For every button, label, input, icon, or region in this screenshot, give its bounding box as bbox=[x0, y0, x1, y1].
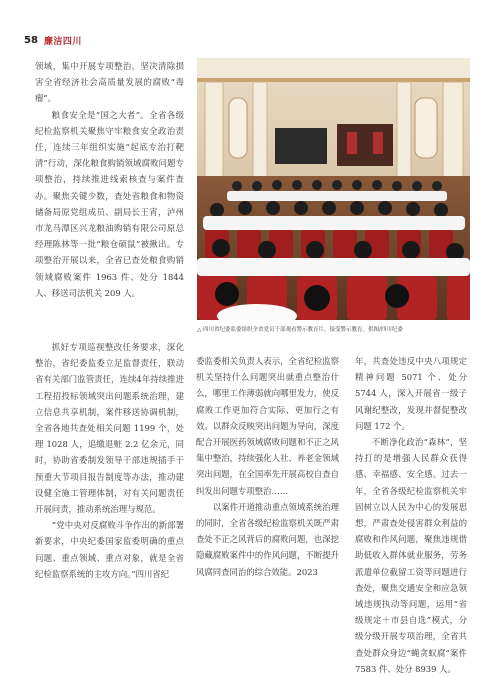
paragraph: 委监委相关负责人表示，全省纪检监察机关坚持什么问题突出就重点整治什么，哪里工作薄弱就向哪里发力，使反腐败工作更加符合实际、更加行之有效。以群众反映突出问题为导向，深度配合开展医药领域腐败问题和不正之风集中整治，持续强化人社、养老金领域突出问题，在全国率先开展高校自查自纠发出问题专项整治…… bbox=[196, 356, 339, 496]
meeting-hall-illustration bbox=[197, 58, 470, 320]
column-3 bbox=[355, 353, 467, 677]
paragraph: “党中央对反腐败斗争作出的新部署新要求，中央纪委国家监委明确的重点问题、重点领域、重点对象，就是全省纪检监察系统的主攻方向。”四川省纪 bbox=[35, 520, 184, 579]
meeting-hall-photo bbox=[197, 58, 470, 320]
page-number: 58 bbox=[24, 35, 38, 46]
paragraph: 不断净化政治“森林”，坚持打的是增强人民群众获得感、幸福感、安全感。过去一年，全省各级纪检监察机关牢固树立以人民为中心的发展思想，严肃查处侵害群众利益的腐败和作风问题，聚焦违规借助低收入群体就业服务，劳务派遣单位截留工资等问题进行查处，聚焦交通安全和应急领域违规执动等问题，运用“省级规定＋市县自选”模式，分级分级开展专项治理，全省共查处群众身边“蝇贪蚁腐”案件 7583 件、处分 8939 人。 bbox=[355, 437, 467, 674]
column-2 bbox=[196, 353, 339, 580]
paragraph: 领域，集中开展专项整治，坚决清除损害全省经济社会高质量发展的腐败“毒瘤”。 bbox=[35, 61, 184, 104]
column-1-top bbox=[35, 58, 184, 301]
paragraph: 粮食安全是“国之大者”。全省各级纪检监察机关聚焦守牢粮食安全政治责任，连续三年组织实施“起底专治打靶清”行动，深化粮食购销领域腐败问题专项整治，持续推进线索核查与案件查办。聚焦关键少数，查处省粮食和物资储备局原党组成员、副局长王宵，泸州市龙马潭区兴龙粮油购销有限公司原总经理陈林等一批“粮仓硕鼠”被揪出。专项整治开展以来，全省已查处粮食购销领域腐败案件 1963 件、处分 1844 人、移送司法机关 209 人。 bbox=[35, 109, 184, 298]
page-header bbox=[24, 34, 82, 47]
photo-caption: △ 四川省纪委监委组织全省党员干部观看警示教育片，接受警示教育。供图/四川纪委 bbox=[197, 327, 403, 333]
column-1-bottom bbox=[35, 339, 184, 582]
paragraph: 抓好专项巡视整改任务要求，深化整治，省纪委监委立足监督责任，联动省有关部门监管责任，连续4年持续推进工程招投标领域突出问题系统治理，建立信息共享机制，案件移送协调机制，全省各地共查处相关问题 1199 个，处理 1028 人，追缴退赃 2.2 亿余元，同时，协助省委制发领导干部违规插手干预重大节项目报告制度等办法，推动建设健全施工管理体制，对有关问题责任开展问责，推动系统治理与规范。 bbox=[35, 342, 184, 515]
paragraph: 以案件开道推动重点领域系统治理的同时，全省各级纪检监察机关既严肃查处不正之风背后的腐败问题，也深挖隐藏腐败案件中的作风问题，不断提升风腐同查同治的综合效能。2023 bbox=[196, 501, 339, 577]
magazine-title: 廉洁四川 bbox=[43, 37, 82, 47]
paragraph: 年，共查处违反中央八项规定精神问题 5071 个、处分 5744 人，深入开展省一级子风谢纪整改，发现并督促整改问题 172 个。 bbox=[355, 356, 467, 431]
